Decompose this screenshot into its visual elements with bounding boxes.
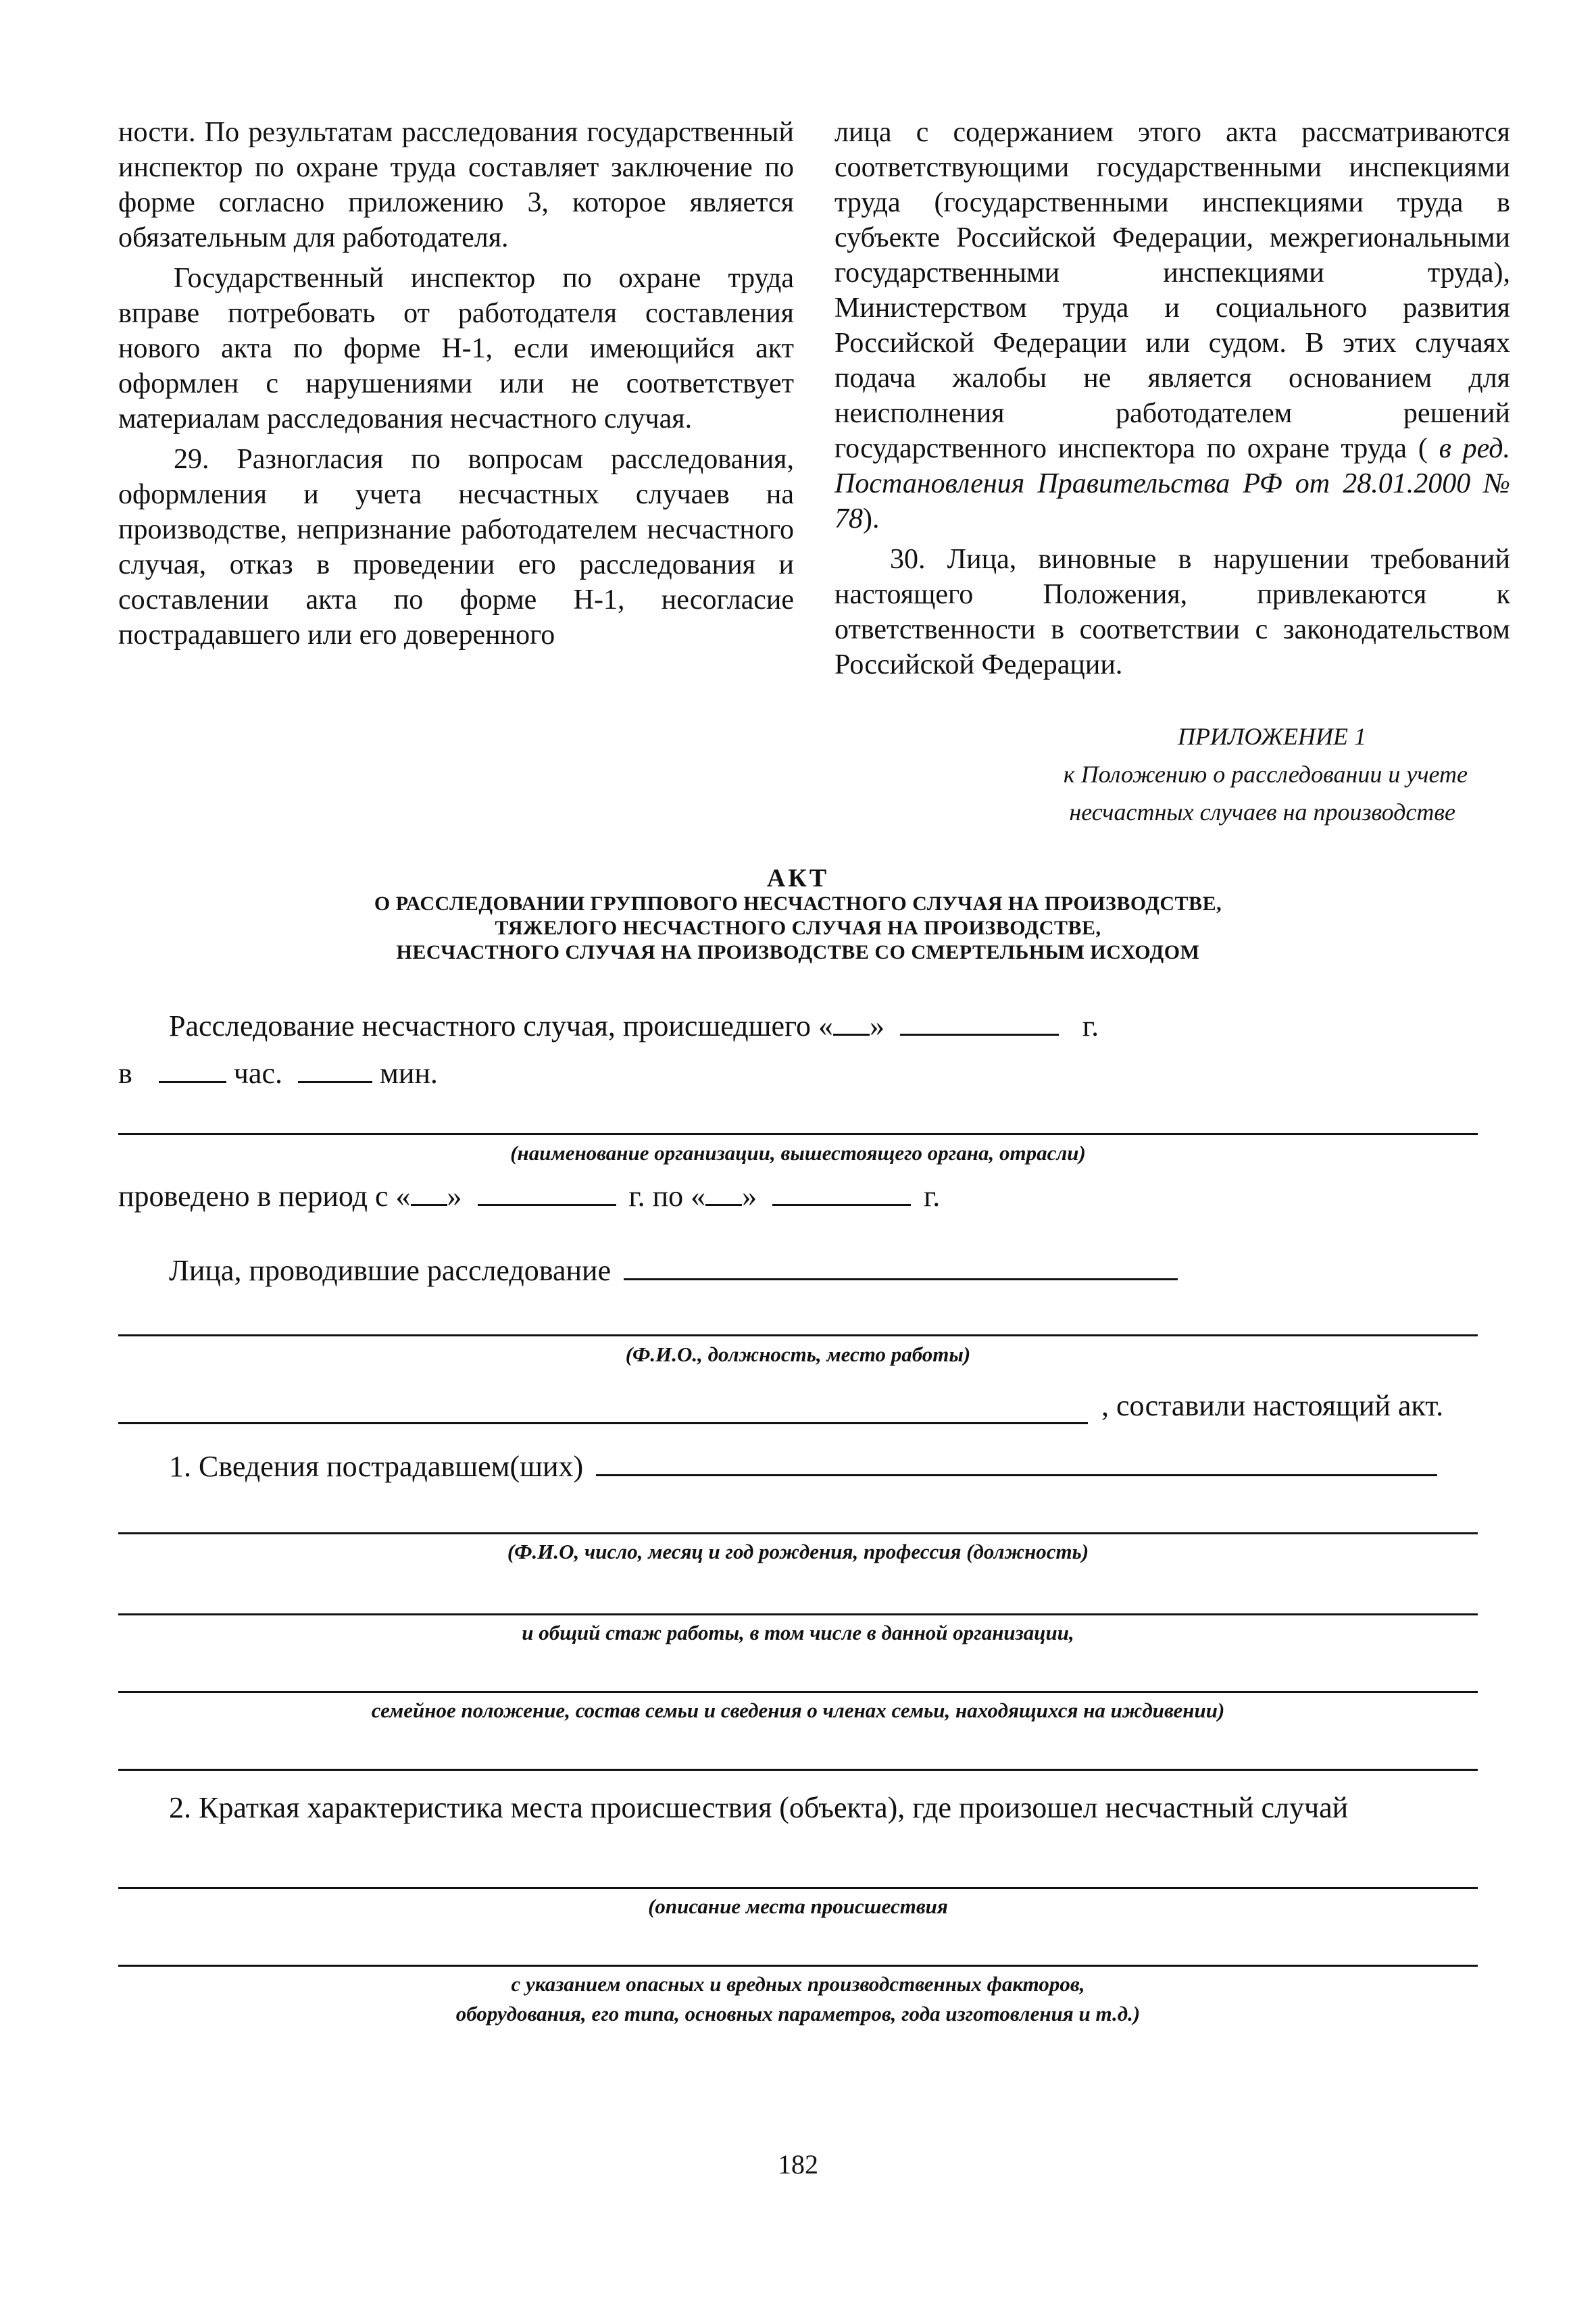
month-blank[interactable]: [900, 1009, 1059, 1036]
field-label: мин.: [379, 1057, 438, 1090]
field-caption: (Ф.И.О, число, месяц и год рождения, профессия (должность): [507, 1540, 1089, 1563]
field-label: 1. Сведения пострадавшем(ших): [169, 1450, 584, 1483]
field-label: Расследование несчастного случая, происшедшего: [169, 1009, 812, 1042]
victim-field[interactable]: [118, 1532, 1478, 1534]
paragraph: [834, 115, 1510, 536]
investigators-blank[interactable]: [624, 1254, 1178, 1280]
place-field[interactable]: [118, 1887, 1478, 1889]
field-label: час.: [233, 1057, 282, 1090]
paragraph-text: лица с содержанием этого акта рассматриваются соответствующими государственными инспекциями труда (государственными инспекциями труда в субъекте Российской Федерации, межрегиональными государственными инспекциями труда), Министерством труда и социального развития Российской Федерации или судом. В этих случаях подача жалобы не является основанием для неисполнения работодателем решений государственного инспектора по охране труда (: [834, 117, 1510, 464]
form-line-victims: [169, 1449, 1437, 1484]
victim-field[interactable]: [118, 1613, 1478, 1615]
field-caption: оборудования, его типа, основных параметров, года изготовления и т.д.): [455, 2002, 1141, 2026]
investigators-field[interactable]: [118, 1334, 1478, 1336]
field-caption: (описание места происшествия: [648, 1894, 948, 1918]
act-subtitle-line: О РАССЛЕДОВАНИИ ГРУППОВОГО НЕСЧАСТНОГО СЛУЧАЯ НА ПРОИЗВОДСТВЕ,: [374, 892, 1222, 915]
organization-field[interactable]: [118, 1133, 1478, 1135]
end-day-blank[interactable]: [705, 1180, 742, 1206]
field-caption: (наименование организации, вышестоящего органа, отрасли): [510, 1141, 1086, 1165]
section-2-heading: 2. Краткая характеристика места происшествия (объекта), где произошел несчастный случай: [169, 1791, 1349, 1824]
text-column-left: [118, 115, 794, 653]
start-day-blank[interactable]: [411, 1180, 447, 1206]
field-caption: (Ф.И.О., должность, место работы): [625, 1342, 971, 1366]
victim-field[interactable]: [118, 1691, 1478, 1693]
act-subtitle-line: ТЯЖЕЛОГО НЕСЧАСТНОГО СЛУЧАЯ НА ПРОИЗВОДСТВЕ,: [495, 917, 1101, 939]
page-number: 182: [778, 2149, 818, 2180]
field-caption: и общий стаж работы, в том числе в данной организации,: [522, 1621, 1074, 1644]
act-title: АКТ: [766, 864, 830, 892]
start-month-blank[interactable]: [478, 1180, 616, 1206]
end-month-blank[interactable]: [772, 1180, 911, 1206]
field-label: »: [447, 1180, 462, 1213]
paragraph-text: ).: [863, 503, 880, 534]
appendix-subtitle: к Положению о расследовании и учете: [1063, 761, 1468, 788]
field-label: «: [395, 1180, 411, 1213]
victim-field[interactable]: [118, 1769, 1478, 1771]
day-blank[interactable]: [833, 1009, 870, 1036]
paragraph: 29. Разногласия по вопросам расследования, оформления и учета несчастных случаев на производстве, непризнание работодателем несчастного случая, отказ в проведении его расследования и составлении акта по форме Н-1, несогласие пострадавшего или его доверенного: [118, 444, 794, 651]
field-label: г.: [1082, 1009, 1099, 1042]
form-line-time: [118, 1056, 438, 1091]
act-subtitle-line: НЕСЧАСТНОГО СЛУЧАЯ НА ПРОИЗВОДСТВЕ СО СМЕРТЕЛЬНЫМ ИСХОДОМ: [396, 941, 1200, 963]
field-label: г.: [924, 1180, 941, 1213]
compiled-act-text: , составили настоящий акт.: [1101, 1389, 1444, 1422]
form-line-period: [118, 1179, 940, 1214]
field-label: «: [818, 1009, 834, 1042]
text-column-right: [834, 115, 1510, 682]
investigators-field-continued[interactable]: [118, 1422, 1088, 1424]
field-label: в: [118, 1057, 132, 1090]
victims-blank[interactable]: [596, 1450, 1437, 1476]
form-line-investigators: [169, 1253, 1178, 1288]
field-label: »: [742, 1180, 757, 1213]
hour-blank[interactable]: [159, 1057, 226, 1083]
appendix-subtitle: несчастных случаев на производстве: [1069, 799, 1455, 826]
field-label: г. по: [628, 1180, 684, 1213]
minute-blank[interactable]: [298, 1057, 372, 1083]
paragraph: 30. Лица, виновные в нарушении требований настоящего Положения, привлекаются к ответственности в соответствии с законодательством Российской Федерации.: [834, 544, 1510, 680]
edition-note: в ред. Постановления Правительства РФ от 28.01.2000 № 78: [834, 433, 1511, 534]
appendix-title: ПРИЛОЖЕНИЕ 1: [1178, 723, 1366, 750]
field-label: Лица, проводившие расследование: [169, 1254, 612, 1287]
appendix-header: [792, 718, 1468, 831]
field-label: »: [870, 1009, 885, 1042]
field-label: проведено в период с: [118, 1180, 389, 1213]
form-line-investigation: [169, 1009, 1099, 1044]
field-caption: с указанием опасных и вредных производственных факторов,: [511, 1972, 1085, 1996]
paragraph: Государственный инспектор по охране труда вправе потребовать от работодателя составления нового акта по форме Н-1, если имеющийся акт оформлен с нарушениями или не соответствует материалам расследования несчастного случая.: [118, 263, 794, 434]
place-field[interactable]: [118, 1965, 1478, 1967]
field-caption: семейное положение, состав семьи и сведения о членах семьи, находящихся на иждивении): [371, 1699, 1225, 1722]
paragraph: ности. По результатам расследования государственный инспектор по охране труда составляет заключение по форме согласно приложению 3, которое является обязательным для работодателя.: [118, 117, 794, 253]
field-label: «: [691, 1180, 706, 1213]
